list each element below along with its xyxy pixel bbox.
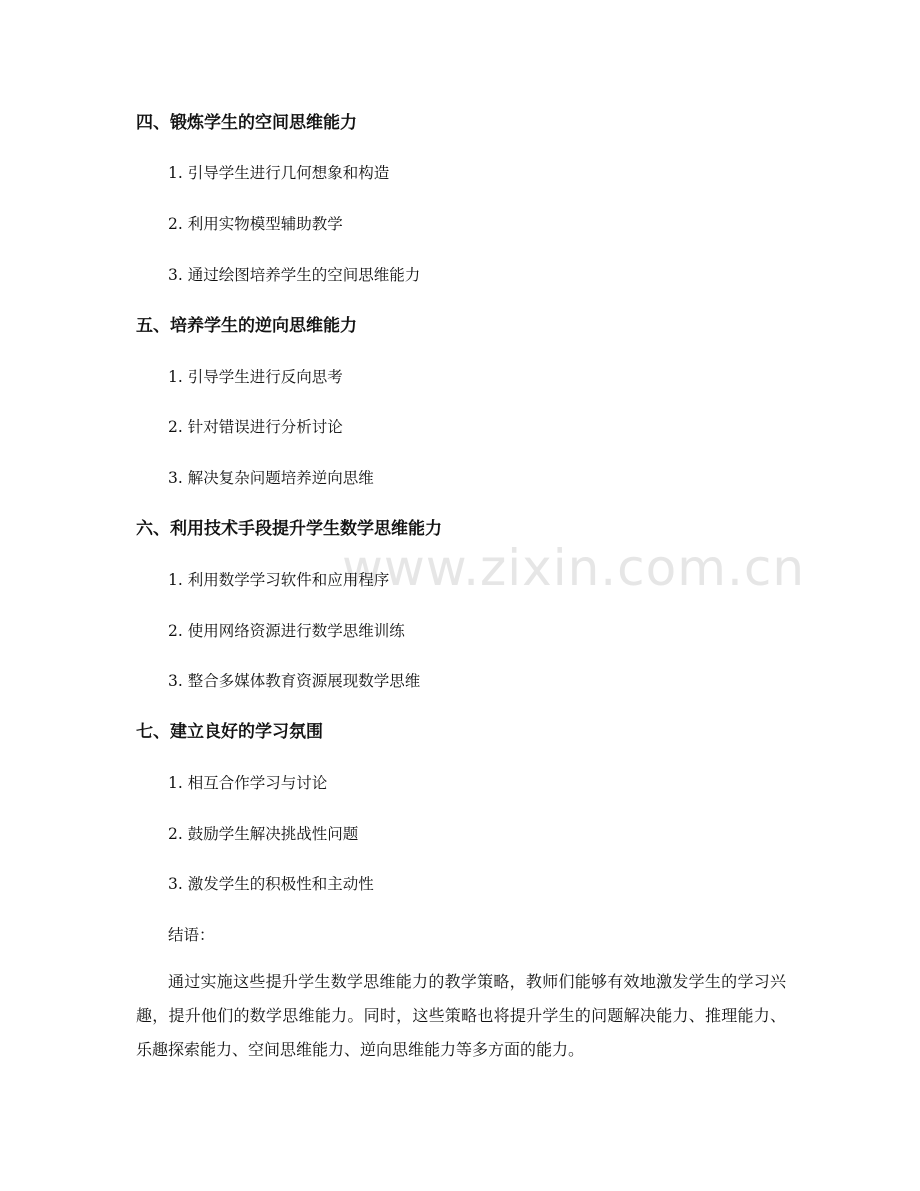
list-item: 2. 针对错误进行分析讨论: [168, 418, 343, 436]
watermark: www.zixin.com.cn: [342, 539, 806, 597]
list-item: 3. 解决复杂问题培养逆向思维: [168, 469, 374, 487]
section-heading: 五、培养学生的逆向思维能力: [136, 316, 357, 336]
list-item: 1. 引导学生进行几何想象和构造: [168, 164, 390, 182]
list-item: 2. 使用网络资源进行数学思维训练: [168, 622, 405, 640]
closing-paragraph: 通过实施这些提升学生数学思维能力的教学策略，教师们能够有效地激发学生的学习兴趣，提升他们的数学思维能力。同时，这些策略也将提升学生的问题解决能力、推理能力、乐趣探索能力、空间思维能力、逆向思维能力等多方面的能力。: [136, 972, 786, 1059]
closing-label: 结语：: [168, 926, 215, 944]
list-item: 3. 通过绘图培养学生的空间思维能力: [168, 266, 421, 284]
list-item: 1. 利用数学学习软件和应用程序: [168, 571, 390, 589]
list-item: 3. 激发学生的积极性和主动性: [168, 875, 374, 893]
section-heading: 七、建立良好的学习氛围: [136, 722, 323, 742]
list-item: 1. 引导学生进行反向思考: [168, 368, 343, 386]
list-item: 2. 利用实物模型辅助教学: [168, 215, 343, 233]
list-item: 1. 相互合作学习与讨论: [168, 774, 328, 792]
list-item: 3. 整合多媒体教育资源展现数学思维: [168, 672, 421, 690]
list-item: 2. 鼓励学生解决挑战性问题: [168, 825, 359, 843]
section-heading: 六、利用技术手段提升学生数学思维能力: [136, 519, 442, 539]
section-heading: 四、锻炼学生的空间思维能力: [136, 113, 357, 133]
